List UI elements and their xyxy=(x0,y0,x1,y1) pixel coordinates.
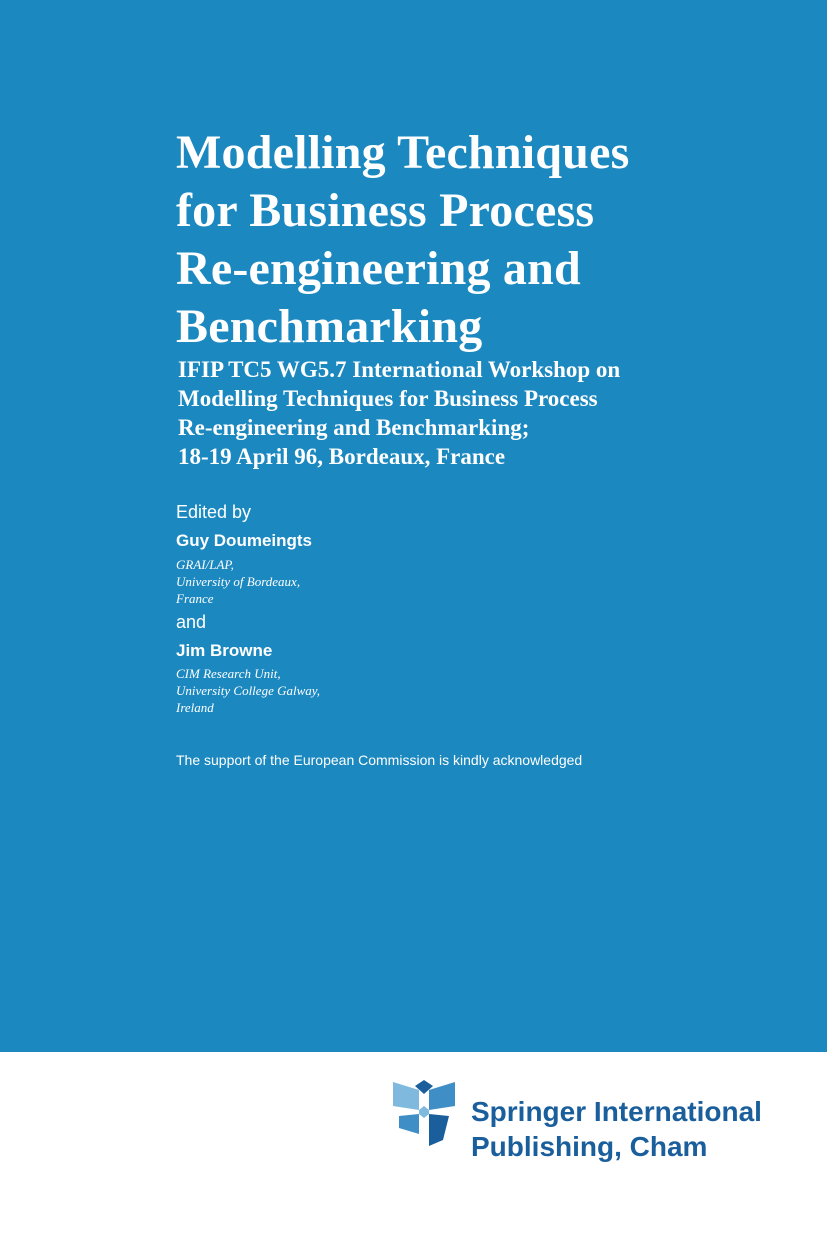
title-line: Modelling Techniques xyxy=(176,126,630,179)
edited-by-label: Edited by xyxy=(176,502,252,522)
subtitle-line: Modelling Techniques for Business Process xyxy=(178,386,598,411)
publisher-line: Publishing, Cham xyxy=(471,1131,708,1162)
affiliation-line: CIM Research Unit, xyxy=(176,666,281,681)
editor-affiliation xyxy=(176,556,300,607)
subtitle-line: Re-engineering and Benchmarking; xyxy=(178,415,530,440)
title-line: Re-engineering and xyxy=(176,242,581,295)
support-note: The support of the European Commission is kindly acknowledged xyxy=(176,752,583,768)
affiliation-line: University of Bordeaux, xyxy=(176,574,301,589)
publisher-line: Springer International xyxy=(471,1096,762,1127)
publisher-name xyxy=(471,1094,762,1164)
title-line: for Business Process xyxy=(176,184,595,237)
editor-name: Guy Doumeingts xyxy=(176,531,313,550)
editor-affiliation xyxy=(176,665,320,716)
book-subtitle xyxy=(178,355,620,471)
subtitle-line: IFIP TC5 WG5.7 International Workshop on xyxy=(178,357,621,382)
title-line: Benchmarking xyxy=(176,300,483,353)
springer-logo-icon xyxy=(393,1080,455,1146)
book-title xyxy=(176,124,629,356)
editor-name: Jim Browne xyxy=(176,641,273,660)
and-label: and xyxy=(176,612,207,632)
subtitle-line: 18-19 April 96, Bordeaux, France xyxy=(178,444,506,469)
affiliation-line: Ireland xyxy=(176,700,214,715)
affiliation-line: France xyxy=(176,591,214,606)
affiliation-line: GRAI/LAP, xyxy=(176,557,234,572)
affiliation-line: University College Galway, xyxy=(176,683,321,698)
